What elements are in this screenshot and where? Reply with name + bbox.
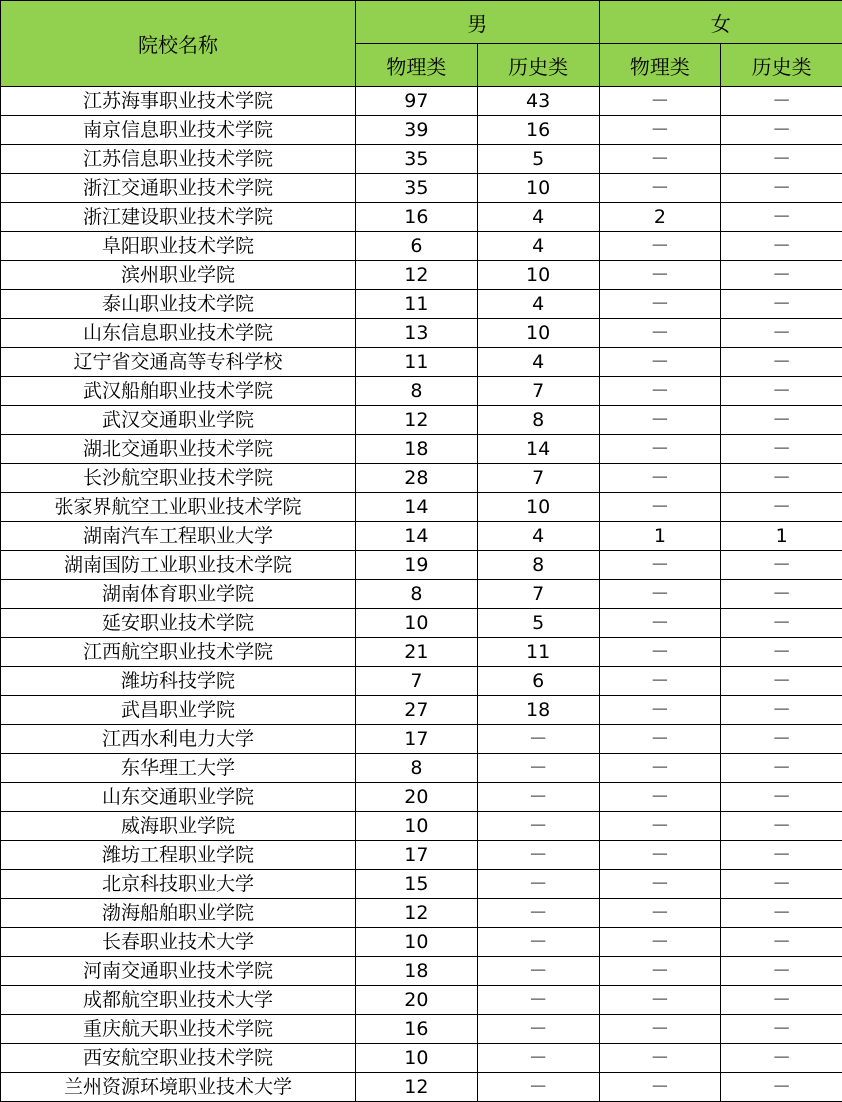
- female-history-cell: －: [721, 87, 842, 116]
- male-physics-cell: 20: [356, 986, 478, 1015]
- school-name-cell: 河南交通职业技术学院: [1, 957, 356, 986]
- male-physics-cell: 35: [356, 145, 478, 174]
- male-physics-cell: 8: [356, 580, 478, 609]
- school-name-cell: 重庆航天职业技术学院: [1, 1015, 356, 1044]
- school-name-cell: 湖南汽车工程职业大学: [1, 522, 356, 551]
- table-row: [1, 783, 842, 812]
- table-row: [1, 899, 842, 928]
- male-physics-cell: 8: [356, 754, 478, 783]
- male-history-cell: 10: [477, 174, 599, 203]
- header-male-physics: 物理类: [356, 44, 478, 87]
- table-row: [1, 348, 842, 377]
- female-physics-cell: －: [599, 464, 721, 493]
- male-history-cell: 10: [477, 493, 599, 522]
- female-history-cell: －: [721, 609, 842, 638]
- female-physics-cell: －: [599, 1044, 721, 1073]
- male-history-cell: －: [477, 841, 599, 870]
- male-physics-cell: 10: [356, 812, 478, 841]
- male-physics-cell: 11: [356, 290, 478, 319]
- school-name-cell: 渤海船舶职业学院: [1, 899, 356, 928]
- female-physics-cell: －: [599, 551, 721, 580]
- table-row: [1, 522, 842, 551]
- male-physics-cell: 11: [356, 348, 478, 377]
- female-history-cell: －: [721, 493, 842, 522]
- female-history-cell: －: [721, 812, 842, 841]
- female-physics-cell: －: [599, 957, 721, 986]
- table-row: [1, 290, 842, 319]
- female-physics-cell: －: [599, 435, 721, 464]
- male-history-cell: －: [477, 899, 599, 928]
- school-name-cell: 滨州职业学院: [1, 261, 356, 290]
- male-history-cell: 4: [477, 522, 599, 551]
- male-history-cell: 4: [477, 203, 599, 232]
- school-name-cell: 武汉船舶职业技术学院: [1, 377, 356, 406]
- female-history-cell: －: [721, 377, 842, 406]
- table-row: [1, 928, 842, 957]
- table-header: [1, 1, 842, 87]
- female-history-cell: －: [721, 1015, 842, 1044]
- school-name-cell: 泰山职业技术学院: [1, 290, 356, 319]
- female-physics-cell: －: [599, 290, 721, 319]
- male-history-cell: 5: [477, 145, 599, 174]
- female-physics-cell: －: [599, 638, 721, 667]
- female-physics-cell: －: [599, 348, 721, 377]
- table-row: [1, 464, 842, 493]
- female-physics-cell: －: [599, 261, 721, 290]
- female-physics-cell: －: [599, 812, 721, 841]
- school-name-cell: 西安航空职业技术学院: [1, 1044, 356, 1073]
- female-physics-cell: －: [599, 1015, 721, 1044]
- female-history-cell: －: [721, 551, 842, 580]
- table-row: [1, 696, 842, 725]
- school-name-cell: 江西水利电力大学: [1, 725, 356, 754]
- table-row: [1, 1044, 842, 1073]
- female-physics-cell: －: [599, 696, 721, 725]
- female-history-cell: －: [721, 1044, 842, 1073]
- school-name-cell: 兰州资源环境职业技术大学: [1, 1073, 356, 1102]
- school-name-cell: 阜阳职业技术学院: [1, 232, 356, 261]
- female-physics-cell: －: [599, 899, 721, 928]
- school-name-cell: 江西航空职业技术学院: [1, 638, 356, 667]
- female-history-cell: －: [721, 957, 842, 986]
- female-physics-cell: －: [599, 870, 721, 899]
- female-history-cell: －: [721, 580, 842, 609]
- female-history-cell: 1: [721, 522, 842, 551]
- female-history-cell: －: [721, 203, 842, 232]
- table-row: [1, 609, 842, 638]
- male-history-cell: 11: [477, 638, 599, 667]
- female-physics-cell: －: [599, 754, 721, 783]
- school-name-cell: 延安职业技术学院: [1, 609, 356, 638]
- male-history-cell: －: [477, 1015, 599, 1044]
- male-history-cell: 43: [477, 87, 599, 116]
- school-name-cell: 辽宁省交通高等专科学校: [1, 348, 356, 377]
- female-physics-cell: －: [599, 319, 721, 348]
- male-history-cell: －: [477, 870, 599, 899]
- female-history-cell: －: [721, 319, 842, 348]
- female-history-cell: －: [721, 725, 842, 754]
- female-history-cell: －: [721, 435, 842, 464]
- school-name-cell: 湖南体育职业学院: [1, 580, 356, 609]
- male-history-cell: 7: [477, 464, 599, 493]
- female-physics-cell: －: [599, 609, 721, 638]
- male-history-cell: －: [477, 1044, 599, 1073]
- male-history-cell: －: [477, 783, 599, 812]
- female-history-cell: －: [721, 406, 842, 435]
- female-history-cell: －: [721, 899, 842, 928]
- male-physics-cell: 6: [356, 232, 478, 261]
- school-name-cell: 山东信息职业技术学院: [1, 319, 356, 348]
- female-history-cell: －: [721, 638, 842, 667]
- male-physics-cell: 8: [356, 377, 478, 406]
- male-history-cell: 14: [477, 435, 599, 464]
- table-row: [1, 145, 842, 174]
- table-row: [1, 435, 842, 464]
- school-name-cell: 武汉交通职业学院: [1, 406, 356, 435]
- school-name-cell: 成都航空职业技术大学: [1, 986, 356, 1015]
- male-history-cell: 4: [477, 348, 599, 377]
- female-history-cell: －: [721, 290, 842, 319]
- male-physics-cell: 17: [356, 725, 478, 754]
- male-physics-cell: 10: [356, 928, 478, 957]
- male-history-cell: －: [477, 754, 599, 783]
- male-physics-cell: 7: [356, 667, 478, 696]
- female-physics-cell: －: [599, 116, 721, 145]
- header-female: 女: [599, 1, 842, 44]
- table-row: [1, 841, 842, 870]
- male-history-cell: 16: [477, 116, 599, 145]
- male-physics-cell: 20: [356, 783, 478, 812]
- table-row: [1, 232, 842, 261]
- male-history-cell: 18: [477, 696, 599, 725]
- table-row: [1, 116, 842, 145]
- school-name-cell: 浙江交通职业技术学院: [1, 174, 356, 203]
- female-history-cell: －: [721, 145, 842, 174]
- female-history-cell: －: [721, 841, 842, 870]
- table-row: [1, 203, 842, 232]
- school-name-cell: 湖南国防工业职业技术学院: [1, 551, 356, 580]
- table-row: [1, 986, 842, 1015]
- male-history-cell: 4: [477, 290, 599, 319]
- male-history-cell: 5: [477, 609, 599, 638]
- female-history-cell: －: [721, 174, 842, 203]
- table-row: [1, 493, 842, 522]
- male-history-cell: 4: [477, 232, 599, 261]
- school-name-cell: 北京科技职业大学: [1, 870, 356, 899]
- female-physics-cell: －: [599, 580, 721, 609]
- female-history-cell: －: [721, 870, 842, 899]
- school-name-cell: 潍坊科技学院: [1, 667, 356, 696]
- male-physics-cell: 14: [356, 522, 478, 551]
- school-name-cell: 武昌职业学院: [1, 696, 356, 725]
- female-physics-cell: －: [599, 928, 721, 957]
- female-physics-cell: －: [599, 841, 721, 870]
- female-physics-cell: －: [599, 1073, 721, 1102]
- male-physics-cell: 39: [356, 116, 478, 145]
- male-history-cell: －: [477, 986, 599, 1015]
- female-physics-cell: －: [599, 174, 721, 203]
- header-school-name: 院校名称: [1, 1, 356, 87]
- school-name-cell: 东华理工大学: [1, 754, 356, 783]
- female-history-cell: －: [721, 232, 842, 261]
- male-history-cell: －: [477, 928, 599, 957]
- female-physics-cell: －: [599, 493, 721, 522]
- female-history-cell: －: [721, 696, 842, 725]
- table-row: [1, 870, 842, 899]
- female-physics-cell: －: [599, 87, 721, 116]
- table-row: [1, 377, 842, 406]
- school-name-cell: 山东交通职业学院: [1, 783, 356, 812]
- male-physics-cell: 18: [356, 957, 478, 986]
- female-physics-cell: －: [599, 783, 721, 812]
- table-body: [1, 87, 842, 1102]
- female-history-cell: －: [721, 348, 842, 377]
- male-physics-cell: 18: [356, 435, 478, 464]
- male-history-cell: 7: [477, 377, 599, 406]
- male-physics-cell: 16: [356, 203, 478, 232]
- header-male: 男: [356, 1, 600, 44]
- female-history-cell: －: [721, 928, 842, 957]
- male-physics-cell: 12: [356, 406, 478, 435]
- male-physics-cell: 17: [356, 841, 478, 870]
- female-history-cell: －: [721, 261, 842, 290]
- female-physics-cell: －: [599, 725, 721, 754]
- school-name-cell: 南京信息职业技术学院: [1, 116, 356, 145]
- male-physics-cell: 35: [356, 174, 478, 203]
- female-history-cell: －: [721, 783, 842, 812]
- male-physics-cell: 14: [356, 493, 478, 522]
- male-history-cell: －: [477, 957, 599, 986]
- table-row: [1, 638, 842, 667]
- male-physics-cell: 16: [356, 1015, 478, 1044]
- male-physics-cell: 12: [356, 261, 478, 290]
- male-physics-cell: 12: [356, 899, 478, 928]
- table-row: [1, 261, 842, 290]
- female-history-cell: －: [721, 986, 842, 1015]
- male-physics-cell: 13: [356, 319, 478, 348]
- school-name-cell: 威海职业学院: [1, 812, 356, 841]
- female-history-cell: －: [721, 116, 842, 145]
- male-physics-cell: 12: [356, 1073, 478, 1102]
- table-row: [1, 812, 842, 841]
- school-name-cell: 潍坊工程职业学院: [1, 841, 356, 870]
- female-history-cell: －: [721, 667, 842, 696]
- female-physics-cell: －: [599, 145, 721, 174]
- school-name-cell: 江苏海事职业技术学院: [1, 87, 356, 116]
- header-male-history: 历史类: [477, 44, 599, 87]
- header-female-history: 历史类: [721, 44, 842, 87]
- school-name-cell: 湖北交通职业技术学院: [1, 435, 356, 464]
- table-row: [1, 725, 842, 754]
- male-physics-cell: 19: [356, 551, 478, 580]
- male-history-cell: －: [477, 812, 599, 841]
- table-row: [1, 580, 842, 609]
- female-history-cell: －: [721, 1073, 842, 1102]
- male-physics-cell: 28: [356, 464, 478, 493]
- table-row: [1, 957, 842, 986]
- table-row: [1, 1073, 842, 1102]
- school-name-cell: 张家界航空工业职业技术学院: [1, 493, 356, 522]
- male-physics-cell: 21: [356, 638, 478, 667]
- female-physics-cell: －: [599, 986, 721, 1015]
- table-row: [1, 667, 842, 696]
- female-physics-cell: －: [599, 667, 721, 696]
- school-name-cell: 长沙航空职业技术学院: [1, 464, 356, 493]
- school-name-cell: 江苏信息职业技术学院: [1, 145, 356, 174]
- table-row: [1, 1015, 842, 1044]
- table-row: [1, 551, 842, 580]
- male-physics-cell: 97: [356, 87, 478, 116]
- male-physics-cell: 15: [356, 870, 478, 899]
- female-physics-cell: －: [599, 232, 721, 261]
- table-row: [1, 406, 842, 435]
- female-physics-cell: 2: [599, 203, 721, 232]
- table-row: [1, 319, 842, 348]
- male-history-cell: 10: [477, 261, 599, 290]
- school-name-cell: 浙江建设职业技术学院: [1, 203, 356, 232]
- male-history-cell: －: [477, 1073, 599, 1102]
- female-physics-cell: 1: [599, 522, 721, 551]
- table-row: [1, 174, 842, 203]
- school-name-cell: 长春职业技术大学: [1, 928, 356, 957]
- male-history-cell: 6: [477, 667, 599, 696]
- table-row: [1, 754, 842, 783]
- male-physics-cell: 10: [356, 1044, 478, 1073]
- female-history-cell: －: [721, 754, 842, 783]
- male-history-cell: 10: [477, 319, 599, 348]
- female-physics-cell: －: [599, 377, 721, 406]
- male-history-cell: 8: [477, 551, 599, 580]
- header-female-physics: 物理类: [599, 44, 721, 87]
- table-row: [1, 87, 842, 116]
- male-history-cell: 8: [477, 406, 599, 435]
- male-physics-cell: 27: [356, 696, 478, 725]
- female-history-cell: －: [721, 464, 842, 493]
- female-physics-cell: －: [599, 406, 721, 435]
- male-history-cell: 7: [477, 580, 599, 609]
- male-history-cell: －: [477, 725, 599, 754]
- male-physics-cell: 10: [356, 609, 478, 638]
